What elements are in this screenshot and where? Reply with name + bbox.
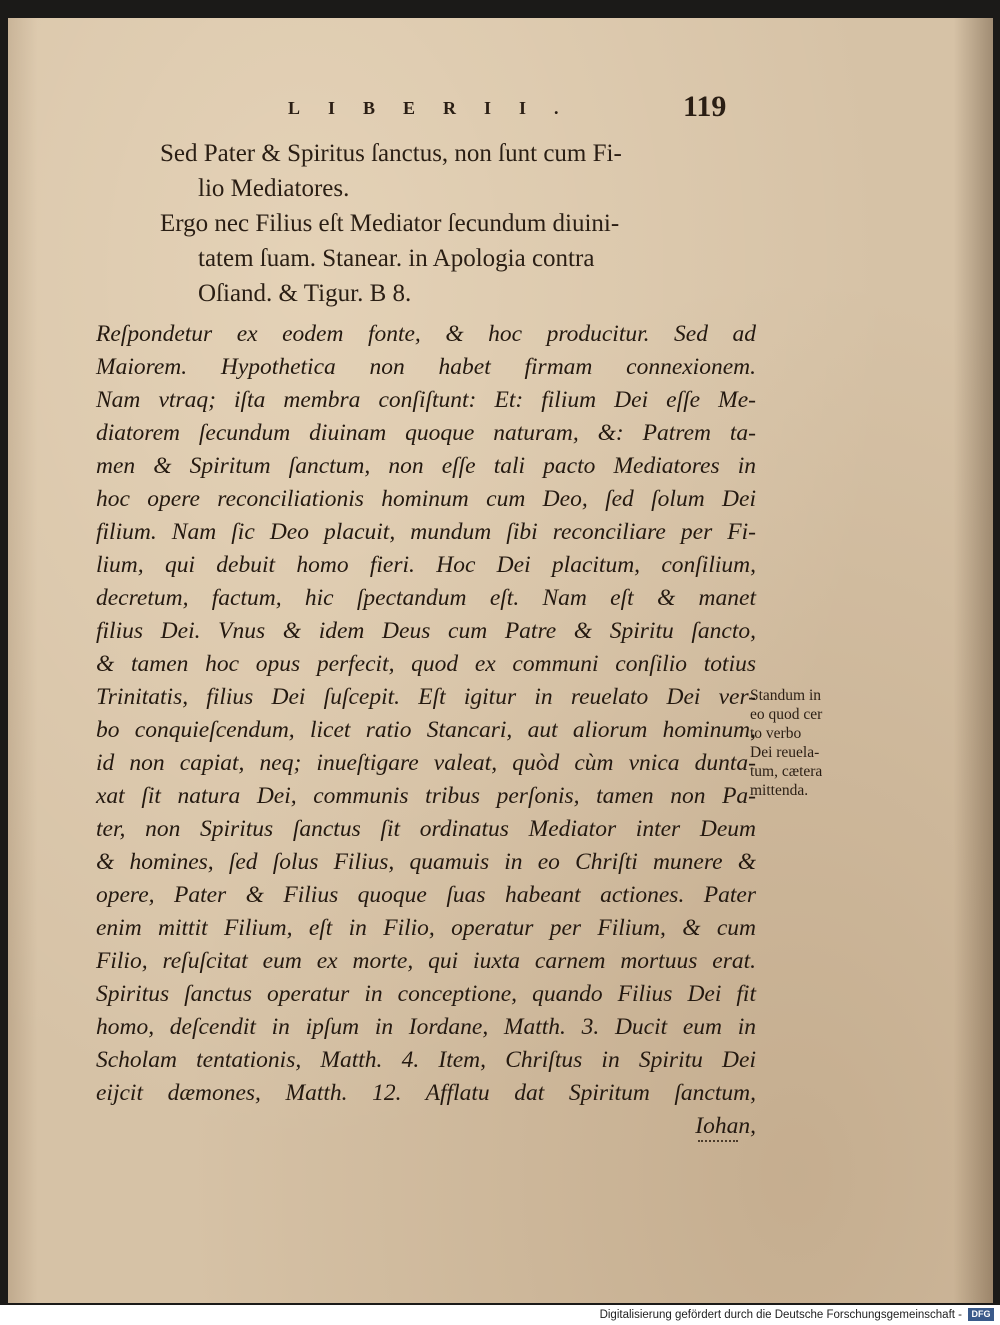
syllogism-block <box>160 136 750 311</box>
ink-speck <box>698 1140 738 1145</box>
text-line: Filio, reſuſcitat eum ex morte, qui iuxta carnem mortuus erat. <box>96 948 756 974</box>
text-line: Scholam tentationis, Matth. 4. Item, Chriſtus in Spiritu Dei <box>96 1047 756 1073</box>
text-line: Trinitatis, filius Dei ſuſcepit. Eſt igitur in reuelato Dei ver- <box>96 684 756 710</box>
text-line: homo, deſcendit in ipſum in Iordane, Matth. 3. Ducit eum in <box>96 1014 756 1040</box>
text-line: xat ſit natura Dei, communis tribus perſonis, tamen non Pa- <box>96 783 756 809</box>
text-line: lio Mediatores. <box>198 175 350 202</box>
text-line: & tamen hoc opus perfecit, quod ex communi conſilio totius <box>96 651 756 677</box>
note-line: eo quod cer <box>750 706 823 723</box>
note-line: Dei reuela- <box>750 744 820 761</box>
text-line: Reſpondetur ex eodem fonte, & hoc producitur. Sed ad <box>96 321 756 347</box>
text-line: & homines, ſed ſolus Filius, quamuis in eo Chriſti munere & <box>96 849 756 875</box>
text-line: men & Spiritum ſanctum, non eſſe tali pacto Mediatores in <box>96 453 756 479</box>
note-line: Standum in <box>750 687 822 704</box>
note-line: to verbo <box>750 725 802 742</box>
text-line: decretum, factum, hic ſpectandum eſt. Nam eſt & manet <box>96 585 756 611</box>
note-line: mittenda. <box>750 782 809 799</box>
text-line: Maiorem. Hypothetica non habet firmam connexionem. <box>96 354 756 380</box>
text-line: tatem ſuam. Stanear. in Apologia contra <box>198 245 595 272</box>
text-line: id non capiat, neq; inueſtigare valeat, quòd cùm vnica dunta- <box>96 750 756 776</box>
page-number: 119 <box>683 90 727 123</box>
text-line: filium. Nam ſic Deo placuit, mundum ſibi reconciliare per Fi- <box>96 519 756 545</box>
minor-premise <box>160 136 750 206</box>
digitization-credit: Digitalisierung gefördert durch die Deutsche Forschungsgemeinschaft - <box>599 1309 962 1321</box>
book-page <box>8 18 993 1303</box>
text-line: enim mittit Filium, eſt in Filio, operatur per Filium, & cum <box>96 915 756 941</box>
text-line: bo conquieſcendum, licet ratio Stancari, aut aliorum hominum, <box>96 717 756 743</box>
catchword: Iohan, <box>695 1113 756 1139</box>
text-line: eijcit dæmones, Matth. 12. Afflatu dat Spiritum ſanctum, <box>96 1080 756 1106</box>
note-line: tum, cætera <box>750 763 823 780</box>
marginal-note <box>750 686 870 800</box>
text-line: ter, non Spiritus ſanctus ſit ordinatus Mediator inter Deum <box>96 816 756 842</box>
text-line: Spiritus ſanctus operatur in conceptione, quando Filius Dei fit <box>96 981 756 1007</box>
text-line: lium, qui debuit homo fieri. Hoc Dei placitum, conſilium, <box>96 552 756 578</box>
text-line: Oſiand. & Tigur. B 8. <box>198 280 412 307</box>
text-line: Nam vtraq; iſta membra conſiſtunt: Et: filium Dei eſſe Me- <box>96 387 756 413</box>
dfg-logo-icon: DFG <box>968 1308 994 1321</box>
conclusion <box>160 206 750 311</box>
text-line: hoc opere reconciliationis hominum cum Deo, ſed ſolum Dei <box>96 486 756 512</box>
response-paragraph <box>96 318 756 1143</box>
running-head: LIBERII. <box>288 98 587 118</box>
text-line: filius Dei. Vnus & idem Deus cum Patre & Spiritu ſancto, <box>96 618 756 644</box>
text-line: Ergo nec Filius eſt Mediator ſecundum diuini- <box>160 210 620 237</box>
text-line: diatorem ſecundum diuinam quoque naturam, &: Patrem ta- <box>96 420 756 446</box>
text-line: opere, Pater & Filius quoque ſuas habeant actiones. Pater <box>96 882 756 908</box>
text-line: Sed Pater & Spiritus ſanctus, non ſunt cum Fi- <box>160 140 622 167</box>
